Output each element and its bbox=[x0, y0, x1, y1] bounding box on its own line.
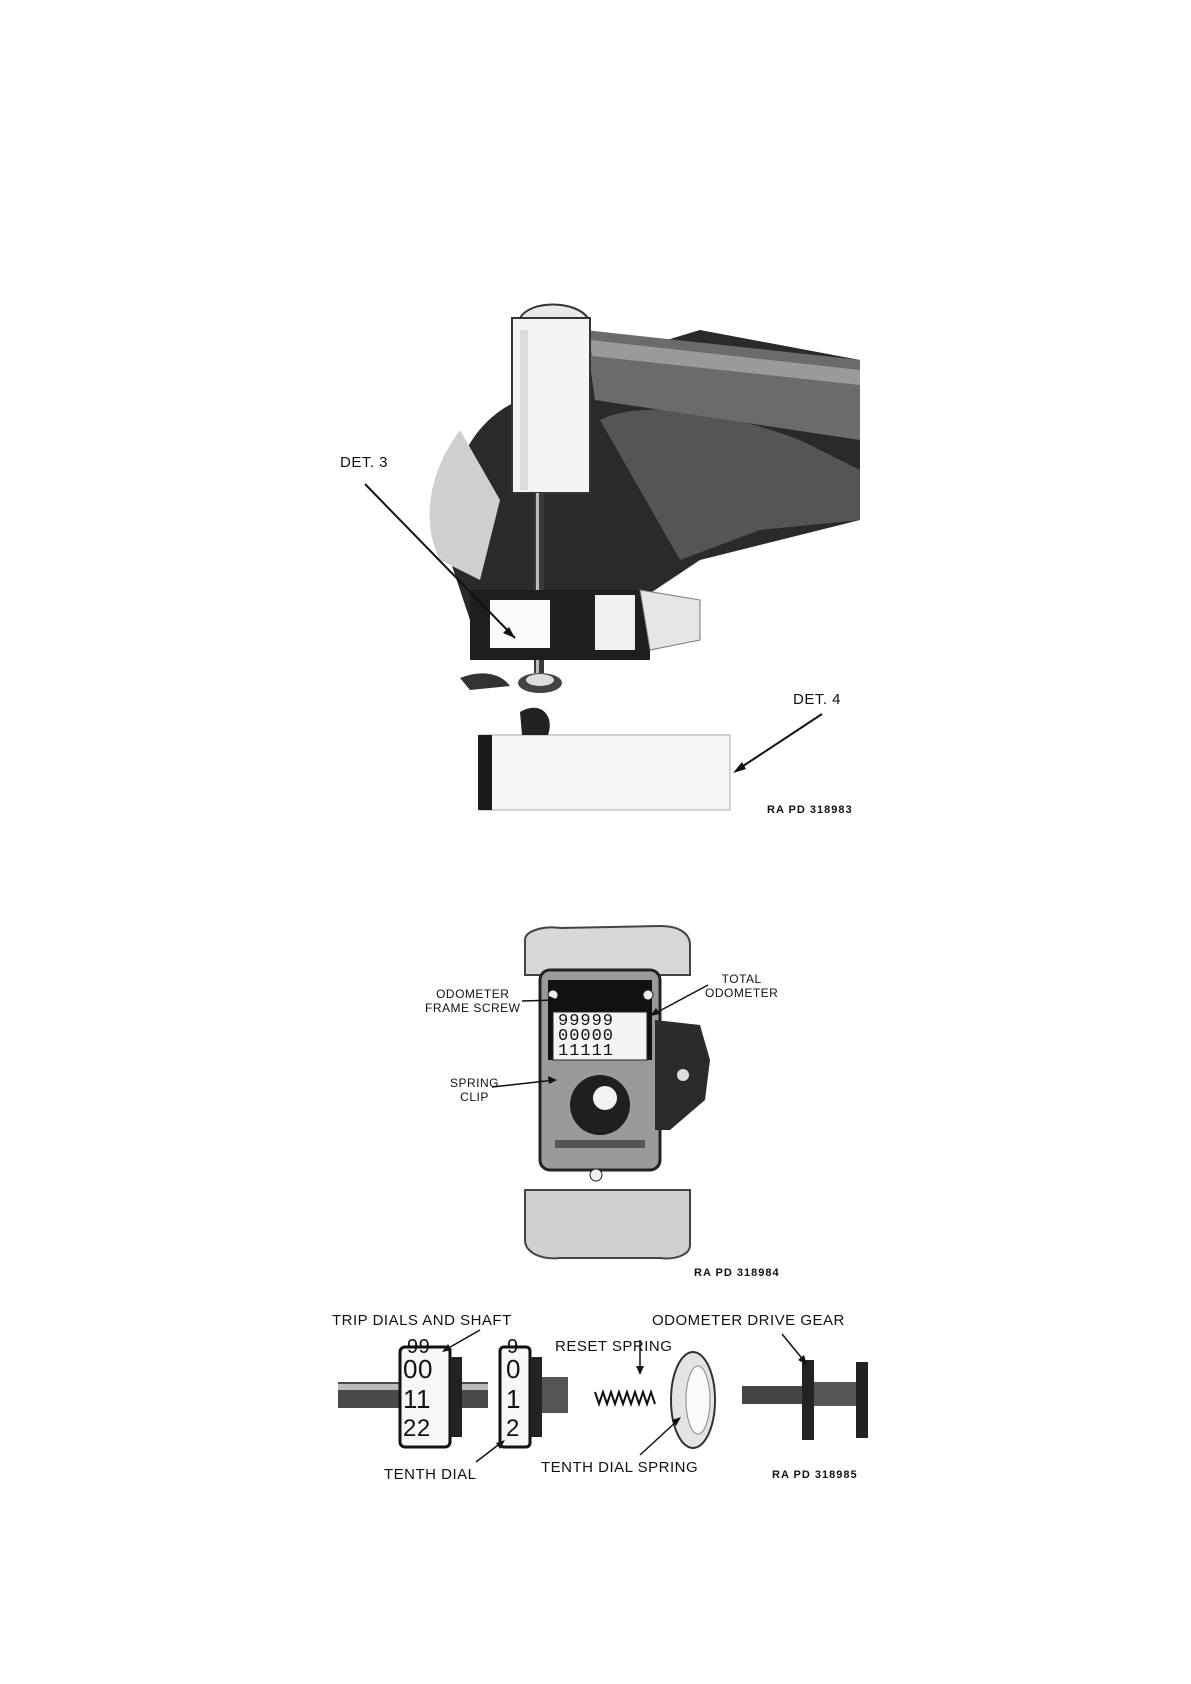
figure-2-code: RA PD 318984 bbox=[694, 1267, 780, 1279]
tenth-dial-digit-1: 1 bbox=[506, 1384, 521, 1414]
figure-1 bbox=[0, 0, 1191, 840]
figure-2 bbox=[0, 840, 1191, 1300]
figure-1-photo bbox=[0, 0, 1191, 840]
label-odometer-drive-gear: ODOMETER DRIVE GEAR bbox=[652, 1312, 845, 1329]
odometer-row-0: 00000 bbox=[558, 1027, 615, 1046]
figure-3-code: RA PD 318985 bbox=[772, 1469, 858, 1481]
figure-3-drawing bbox=[0, 1300, 1191, 1684]
label-det-4: DET. 4 bbox=[793, 691, 842, 708]
label-spring-clip: SPRING CLIP bbox=[450, 1076, 500, 1104]
odometer-row-9: 99999 bbox=[558, 1012, 615, 1031]
label-trip-dials-and-shaft: TRIP DIALS AND SHAFT bbox=[332, 1312, 512, 1329]
figure-2-photo bbox=[0, 840, 1191, 1300]
figure-3 bbox=[0, 1300, 1191, 1684]
trip-dial-digit-1: 11 bbox=[403, 1384, 431, 1414]
figure-1-code: RA PD 318983 bbox=[767, 804, 853, 816]
tenth-dial-digit-0: 0 bbox=[506, 1354, 521, 1384]
trip-dial-digit-2: 22 bbox=[403, 1415, 431, 1442]
label-tenth-dial-spring: TENTH DIAL SPRING bbox=[541, 1459, 699, 1476]
odometer-row-1: 11111 bbox=[558, 1042, 615, 1061]
tenth-dial-digit-2: 2 bbox=[506, 1415, 520, 1442]
label-odometer-frame-screw: ODOMETER FRAME SCREW bbox=[425, 987, 521, 1015]
label-reset-spring: RESET SPRING bbox=[555, 1338, 673, 1355]
label-det-3: DET. 3 bbox=[340, 454, 389, 471]
trip-dial-digit-9: 99 bbox=[407, 1336, 431, 1358]
label-total-odometer: TOTAL ODOMETER bbox=[705, 972, 779, 1000]
label-tenth-dial: TENTH DIAL bbox=[384, 1466, 477, 1483]
trip-dial-digit-0: 00 bbox=[403, 1354, 433, 1384]
tenth-dial-digit-9: 9 bbox=[507, 1336, 519, 1358]
